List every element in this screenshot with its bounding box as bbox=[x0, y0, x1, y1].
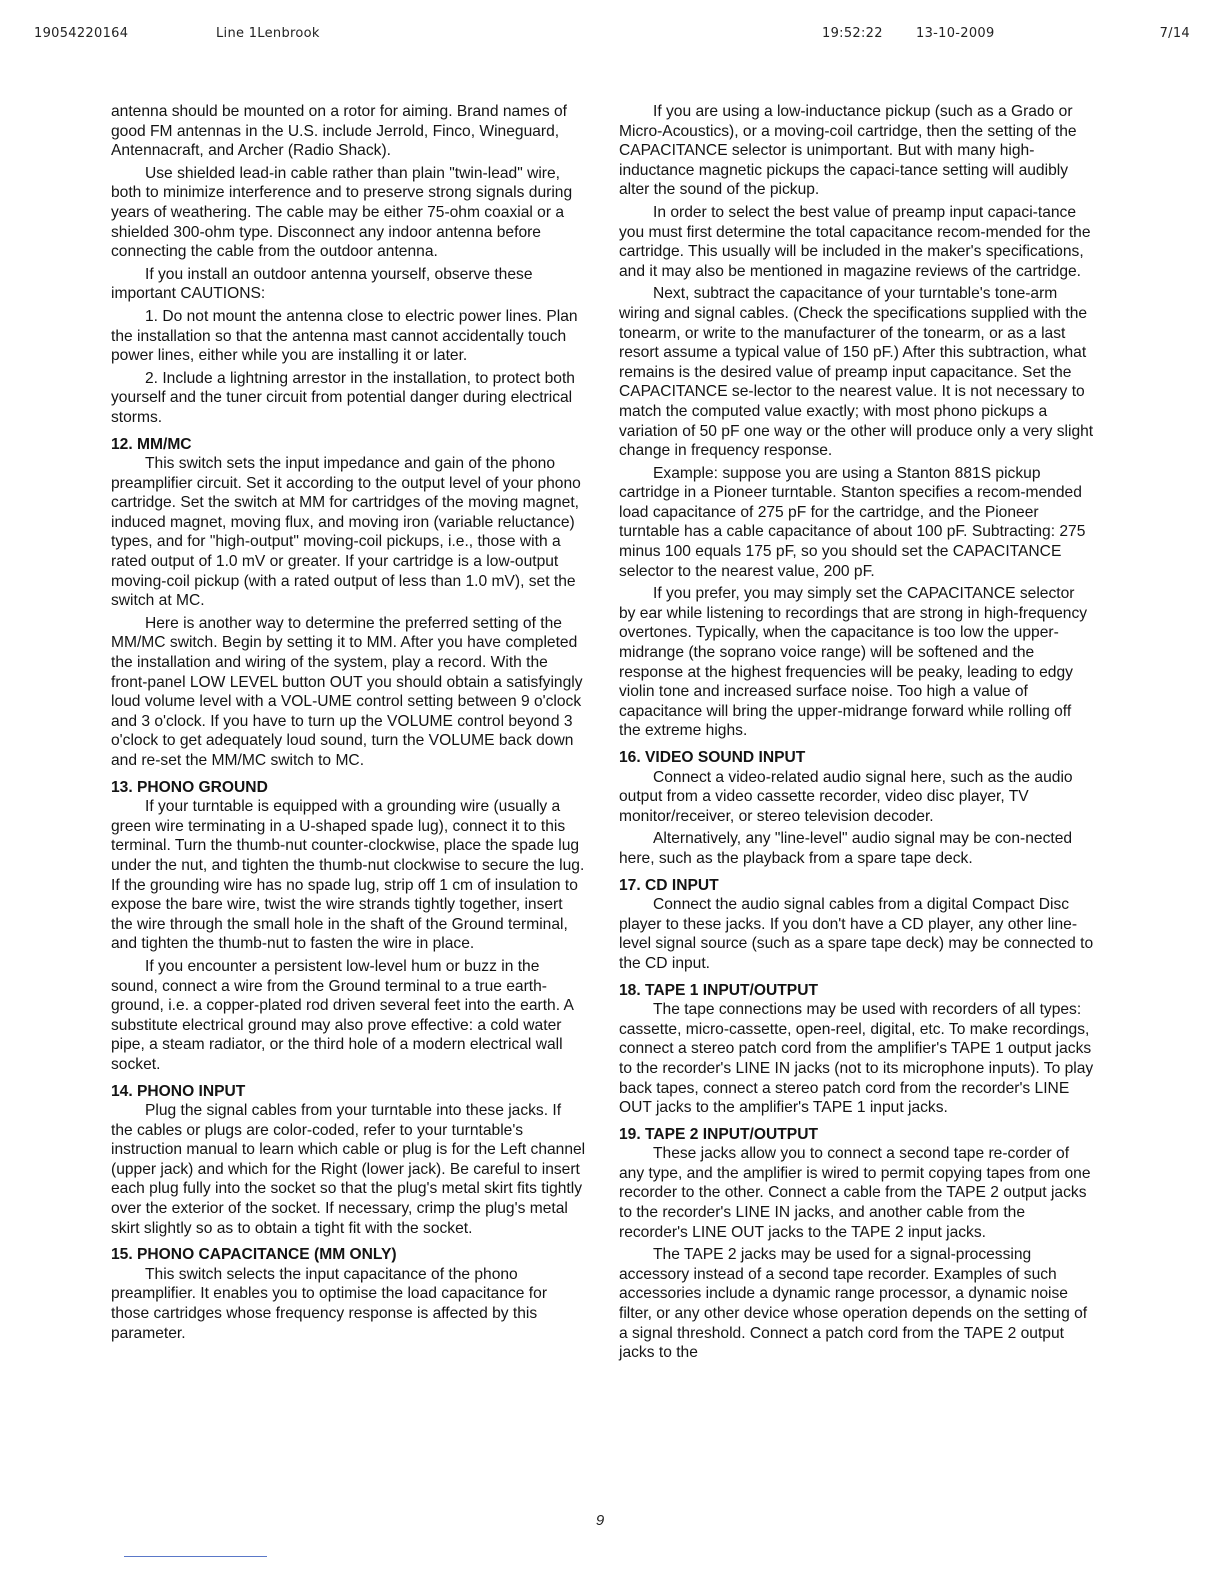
fax-number: 19054220164 bbox=[34, 26, 129, 41]
caution-item: 1. Do not mount the antenna close to electric power lines. Plan the installation so that the antenna mast cannot accidentally touch power lines, either while you are installing it or later. bbox=[111, 307, 578, 365]
section-heading-tape2: 19. TAPE 2 INPUT/OUTPUT bbox=[619, 1125, 818, 1143]
page-number: 9 bbox=[595, 1512, 605, 1529]
fax-date: 13-10-2009 bbox=[916, 26, 995, 41]
paragraph: The tape connections may be used with recorders of all types: cassette, micro-cassette, open-reel, digital, etc. To make recordings, connect a stereo patch cord from the amplifier's TAPE 1 output jacks to the recorder's LINE IN jacks (not to its microphone inputs). To play back tapes, connect a stereo patch cord from the recorder's LINE OUT jacks to the amplifier's TAPE 1 input jacks. bbox=[619, 1001, 1094, 1117]
paragraph: Use shielded lead-in cable rather than plain "twin-lead" wire, both to minimize interference and to preserve strong signals during years of weathering. The cable may be either 75-ohm coaxial or a shielded 300-ohm type. Disconnect any indoor antenna before connecting the cable from the outdoor antenna. bbox=[111, 164, 573, 261]
paragraph: If you install an outdoor antenna yourself, observe these important CAUTIONS: bbox=[111, 265, 533, 303]
section-heading-phono-capacitance: 15. PHONO CAPACITANCE (MM ONLY) bbox=[111, 1246, 397, 1264]
fax-time: 19:52:22 bbox=[822, 26, 883, 41]
paragraph: This switch selects the input capacitance of the phono preamplifier. It enables you to optimise the load capacitance for those cartridges whose frequency response is affected by this parameter. bbox=[111, 1265, 548, 1342]
paragraph: Next, subtract the capacitance of your turntable's tone-arm wiring and signal cables. (Check the specifications supplied with the tonearm, or write to the manufacturer of the tonearm, or as a last resort assume a typical value of 150 pF.) After this subtraction, what remains is the desired value of preamp input capacitance. Set the CAPACITANCE se-lector to the nearest value. It is not necessary to match the computed value exactly; with most phono pickups a variation of 50 pF one way or the other will produce only a very slight change in frequency response. bbox=[619, 285, 1094, 460]
section-heading-cd-input: 17. CD INPUT bbox=[619, 876, 719, 894]
paragraph: If you prefer, you may simply set the CAPACITANCE selector by ear while listening to recordings that are strong in high-frequency overtones. Typically, when the capacitance is too low the upper-midrange (the soprano voice range) will be softened and the response at the highest frequencies will be peaky, leading to edgy violin tone and increased surface noise. Too high a value of capacitance will bring the upper-midrange forward while rolling off the extreme highs. bbox=[619, 585, 1088, 740]
footer-rule bbox=[124, 1556, 267, 1557]
paragraph: Alternatively, any "line-level" audio signal may be con-nected here, such as the playback from a spare tape deck. bbox=[619, 830, 1073, 867]
paragraph: Plug the signal cables from your turntable into these jacks. If the cables or plugs are color-coded, refer to your turntable's instruction manual to learn which cable or plug is for the Left channel (upper jack) and which for the Right (lower jack). Be careful to insert each plug fully into the socket so that the plug's metal skirt fits tightly over the exterior of the socket. If necessary, crimp the plug's metal skirt slightly so as to obtain a tight fit with the socket. bbox=[111, 1102, 586, 1237]
right-column bbox=[619, 102, 1094, 1366]
paragraph: The TAPE 2 jacks may be used for a signal-processing accessory instead of a second tape recorder. Examples of such accessories include a dynamic range processor, a dynamic noise filter, or any other device whose operation depends on the setting of a signal threshold. Connect a patch cord from the TAPE 2 output jacks to the bbox=[619, 1246, 1088, 1362]
paragraph: Example: suppose you are using a Stanton 881S pickup cartridge in a Pioneer turntable. Stanton specifies a recom-mended load capacitance of 275 pF for the cartridge, and the Pioneer turntable has a cable capacitance of about 100 pF. Subtracting: 275 minus 100 equals 175 pF, so you should set the CAPACITANCE selector to the nearest value, 200 pF. bbox=[619, 464, 1086, 580]
fax-header bbox=[34, 26, 1190, 46]
section-heading-phono-ground: 13. PHONO GROUND bbox=[111, 778, 268, 796]
paragraph: If you are using a low-inductance pickup (such as a Grado or Micro-Acoustics), or a moving-coil cartridge, then the setting of the CAPACITANCE selector is unimportant. But with many high-inductance magnetic pickups the capaci-tance setting will audibly alter the sound of the pickup. bbox=[619, 103, 1077, 199]
paragraph: In order to select the best value of preamp input capaci-tance you must first determine the total capacitance recom-mended for the cartridge. This usually will be included in the maker's specifications, and it may also be mentioned in magazine reviews of the cartridge. bbox=[619, 203, 1091, 280]
paragraph: This switch sets the input impedance and gain of the phono preamplifier circuit. Set it according to the output level of your phono cartridge. Set the switch at MM for cartridges of the moving magnet, induced magnet, moving flux, and moving iron (variable reluctance) types, and for "high-output" moving-coil pickups, i.e., those with a rated output of 1.0 mV or greater. If your cartridge is a low-output moving-coil pickup (with a rated output of less than 1.0 mV), set the switch at MC. bbox=[111, 455, 581, 610]
section-heading-mm-mc: 12. MM/MC bbox=[111, 435, 192, 453]
section-heading-phono-input: 14. PHONO INPUT bbox=[111, 1082, 246, 1100]
caution-item: 2. Include a lightning arrestor in the installation, to protect both yourself and the tuner circuit from potential danger during electrical storms. bbox=[111, 369, 575, 426]
section-heading-video-sound-input: 16. VIDEO SOUND INPUT bbox=[619, 749, 806, 766]
paragraph: If you encounter a persistent low-level hum or buzz in the sound, connect a wire from the Ground terminal to a true earth-ground, i.e. a copper-plated rod driven several feet into the earth. A substitute electrical ground may also prove effective: a cold water pipe, a steam radiator, or the third hole of a modern electrical wall socket. bbox=[111, 957, 574, 1073]
fax-page-count: 7/14 bbox=[1159, 26, 1190, 41]
paragraph: If your turntable is equipped with a grounding wire (usually a green wire terminating in a U-shaped spade lug), connect it to this terminal. Turn the thumb-nut counter-clockwise, place the spade lug under the nut, and tighten the thumb-nut clockwise to secure the lug. If the grounding wire has no spade lug, strip off 1 cm of insulation to expose the bare wire, twist the wire strands tightly together, insert the wire through the small hole in the shaft of the Ground terminal, and tighten the thumb-nut to fasten the wire in place. bbox=[111, 798, 585, 953]
paragraph: Connect a video-related audio signal here, such as the audio output from a video cassette recorder, video disc player, TV monitor/receiver, or stereo television decoder. bbox=[619, 768, 1073, 825]
paragraph: antenna should be mounted on a rotor for aiming. Brand names of good FM antennas in the U.S. include Jerrold, Finco, Wineguard, Antennacraft, and Archer (Radio Shack). bbox=[111, 103, 567, 160]
left-column bbox=[111, 102, 586, 1346]
paragraph: Connect the audio signal cables from a digital Compact Disc player to these jacks. If you don't have a CD player, any other line-level signal source (such as a spare tape deck) may be connected to the CD input. bbox=[619, 896, 1094, 972]
fax-line-label: Line 1Lenbrook bbox=[216, 26, 320, 41]
paragraph: Here is another way to determine the preferred setting of the MM/MC switch. Begin by setting it to MM. After you have completed the installation and wiring of the system, play a record. With the front-panel LOW LEVEL button OUT you should obtain a satisfyingly loud volume level with a VOL-UME control setting between 9 o'clock and 3 o'clock. If you have to turn up the VOLUME control beyond 3 o'clock to get adequately loud sound, turn the VOLUME back down and re-set the MM/MC switch to MC. bbox=[111, 614, 583, 769]
section-heading-tape1: 18. TAPE 1 INPUT/OUTPUT bbox=[619, 981, 818, 999]
paragraph: These jacks allow you to connect a second tape re-corder of any type, and the amplifier is wired to permit copying tapes from one recorder to the other. Connect a cable from the TAPE 2 output jacks to the recorder's LINE IN jacks, and another cable from the recorder's LINE OUT jacks to the TAPE 2 input jacks. bbox=[619, 1145, 1091, 1241]
